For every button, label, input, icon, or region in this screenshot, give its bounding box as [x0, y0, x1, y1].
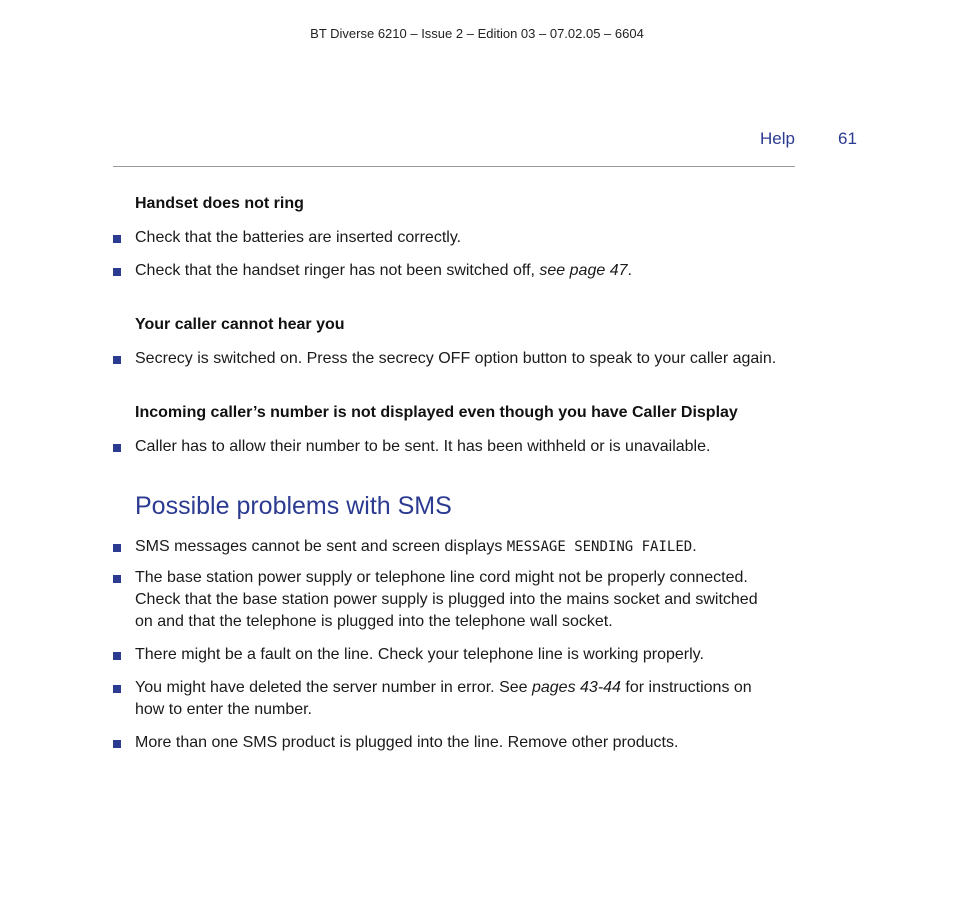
list-item-text-end: .	[627, 262, 632, 279]
bullet-icon	[113, 356, 121, 364]
bullet-icon	[113, 544, 121, 552]
list-item: There might be a fault on the line. Check your telephone line is working properly.	[135, 646, 704, 663]
bullet-icon	[113, 575, 121, 583]
document-header: BT Diverse 6210 – Issue 2 – Edition 03 – 07.02.05 – 6604	[310, 26, 644, 41]
list-item-text: You might have deleted the server number in error. See	[135, 679, 532, 696]
list-item	[135, 260, 632, 282]
list-item: Check that the batteries are inserted correctly.	[135, 229, 462, 246]
list-item	[135, 536, 697, 558]
bullet-icon	[113, 235, 121, 243]
page-reference: see page 47	[539, 262, 628, 279]
bullet-icon	[113, 268, 121, 276]
list-item-line: Check that the base station power supply is plugged into the mains socket and switched	[135, 591, 758, 608]
page-reference: pages 43-44	[531, 679, 621, 696]
list-item-line: on and that the telephone is plugged into the telephone wall socket.	[135, 613, 613, 630]
page-number: 61	[838, 129, 857, 148]
list-item-line: The base station power supply or telephone line cord might not be properly connected.	[135, 569, 748, 586]
list-item-text-end: for instructions on	[620, 679, 752, 696]
list-item-text: Check that the handset ringer has not been switched off,	[135, 262, 540, 279]
heading-caller-display: Incoming caller’s number is not displayed even though you have Caller Display	[135, 404, 738, 421]
heading-caller-cannot-hear: Your caller cannot hear you	[135, 316, 345, 333]
heading-handset-no-ring: Handset does not ring	[135, 195, 304, 212]
list-item-text: SMS messages cannot be sent and screen displays	[135, 538, 507, 555]
header-rule	[113, 166, 795, 167]
list-item-line	[135, 677, 752, 699]
section-label: Help	[760, 129, 795, 148]
lcd-message: MESSAGE SENDING FAILED	[506, 539, 693, 555]
bullet-icon	[113, 444, 121, 452]
list-item-line: how to enter the number.	[135, 701, 312, 718]
bullet-icon	[113, 652, 121, 660]
list-item-text-end: .	[692, 538, 697, 555]
list-item: More than one SMS product is plugged into the line. Remove other products.	[135, 734, 679, 751]
list-item: Caller has to allow their number to be sent. It has been withheld or is unavailable.	[135, 438, 711, 455]
list-item: Secrecy is switched on. Press the secrecy OFF option button to speak to your caller again.	[135, 350, 777, 367]
bullet-icon	[113, 740, 121, 748]
section-title-sms: Possible problems with SMS	[135, 492, 452, 520]
bullet-icon	[113, 685, 121, 693]
